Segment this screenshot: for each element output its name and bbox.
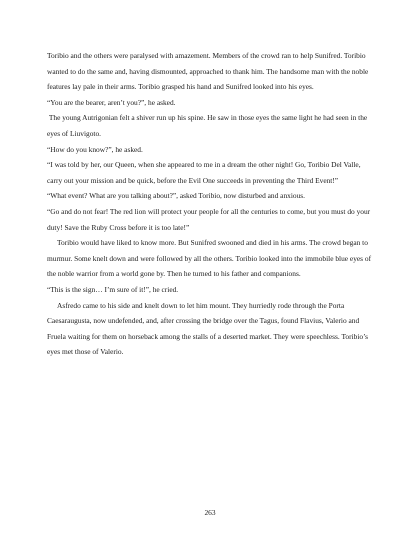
paragraph-10: Asfredo came to his side and knelt down to let him mount. They hurriedly rode through the Porta Caesaraugusta, now undefended, and, after crossing the bridge over the Tagus, found Flavius, Valerio and Fruela waiting for them on horseback among the stalls of a deserted market. They were speechless. Toribio’s eyes met those of Valerio. (47, 300, 369, 357)
paragraph-7: “Go and do not fear! The red lion will protect your people for all the centuries to come, but you must do your duty! Save the Ruby Cross before it is too late!” (47, 206, 371, 232)
paragraph-9: “This is the sign… I’m sure of it!”, he cried. (47, 284, 179, 294)
body-text (47, 48, 372, 360)
paragraph-4: “How do you know?”, he asked. (47, 144, 143, 154)
paragraph-3: The young Autrigonian felt a shiver run up his spine. He saw in those eyes the same light he had seen in the eyes of Liuvigoto. (47, 113, 370, 138)
paragraph-2: “You are the bearer, aren’t you?”, he asked. (47, 97, 176, 107)
page-number: 263 (204, 508, 216, 517)
paragraph-6: “What event? What are you talking about?”, asked Toribio, now disturbed and anxious. (47, 191, 306, 201)
paragraph-5: “I was told by her, our Queen, when she appeared to me in a dream the other night! Go, Toribio Del Valle, carry out your mission and be quick, before the Evil One succeeds in preventing the Third Event!” (47, 160, 361, 185)
paragraph-1: Toribio and the others were paralysed with amazement. Members of the crowd ran to help Sunifred. Toribio wanted to do the same and, having dismounted, approached to thank him. The handsome man with the noble features lay pale in their arms. Toribio grasped his hand and Sunifred looked into his eyes. (47, 51, 369, 92)
paragraph-8: Toribio would have liked to know more. But Sunifred swooned and died in his arms. The crowd began to murmur. Some knelt down and were followed by all the others. Toribio looked into the immobile blue eyes of the noble warrior from a world gone by. Then he turned to his father and companions. (47, 238, 372, 279)
